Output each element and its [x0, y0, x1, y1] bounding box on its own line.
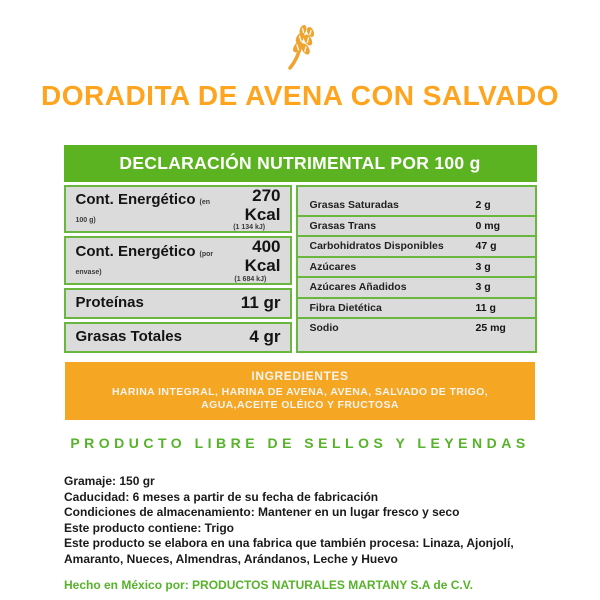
ingredients-box [65, 362, 535, 420]
claim-text: PRODUCTO LIBRE DE SELLOS Y LEYENDAS [70, 435, 530, 451]
nutrient-label: Sodio [309, 322, 339, 335]
nutrient-sublabel: (en 100 g) [75, 199, 211, 225]
nutrient-row [298, 319, 535, 338]
energy-row [64, 185, 292, 233]
nutrient-value: 25 mg [475, 322, 506, 335]
nutrient-value: 11 g [475, 301, 496, 314]
energy-row [64, 236, 292, 284]
nutrient-row [298, 278, 535, 299]
nutrient-value: 3 g [475, 260, 491, 273]
nutrient-value: 4 gr [249, 327, 281, 347]
nutrient-row [298, 299, 535, 320]
nutrient-row [298, 258, 535, 279]
detail-line: Gramaje: 150 gr [64, 474, 155, 488]
nutrient-value: 400 Kcal [244, 237, 281, 276]
detail-line: Este producto contiene: Trigo [64, 520, 235, 535]
energy-row [64, 288, 292, 319]
wheat-icon [283, 24, 317, 70]
detail-line: Este producto se elabora en una fabrica que también procesa: Linaza, Ajonjolí, [64, 536, 514, 550]
nutrient-label: Grasas Saturadas [309, 199, 399, 212]
ingredients-list: HARINA INTEGRAL, HARINA DE AVENA, AVENA, SALVADO DE TRIGO, AGUA,ACEITE OLÉICO Y FRUCTOSA [111, 386, 489, 411]
nutrition-body [64, 185, 537, 353]
nutrient-value: 3 g [475, 281, 491, 294]
nutrient-label: Grasas Totales [75, 328, 182, 346]
nutrient-subvalue: (1 134 kJ) [233, 224, 266, 232]
ingredients-title: INGREDIENTES [251, 369, 349, 383]
detail-line: Condiciones de almacenamiento: Mantener en un lugar fresco y seco [64, 505, 460, 519]
energy-row [64, 322, 292, 353]
nutrition-table [64, 145, 537, 353]
nutrition-header: DECLARACIÓN NUTRIMENTAL POR 100 g [64, 145, 537, 182]
nutrient-value: 47 g [475, 240, 497, 253]
nutrient-row [298, 217, 535, 238]
nutrient-label: Fibra Dietética [309, 301, 382, 314]
nutrient-value: 2 g [475, 199, 491, 212]
nutrient-label: Carbohidratos Disponibles [309, 240, 444, 253]
nutrient-value: 11 gr [240, 292, 281, 312]
nutrient-label: Azúcares [309, 260, 357, 273]
detail-line: Amaranto, Nueces, Almendras, Arándanos, Leche y Huevo [64, 551, 398, 566]
nutrient-row [298, 237, 535, 258]
brand-icon-row [0, 0, 600, 70]
nutrient-subvalue: (1 684 kJ) [234, 275, 267, 283]
detail-line: Caducidad: 6 meses a partir de su fecha de fabricación [64, 489, 379, 504]
nutrient-label: Azúcares Añadidos [309, 281, 407, 294]
nutrient-detail-column [296, 185, 537, 353]
nutrient-label: Proteínas [75, 294, 144, 312]
nutrient-label: Cont. Energético [75, 242, 196, 260]
product-details [64, 474, 554, 567]
page-title: DORADITA DE AVENA CON SALVADO [41, 80, 559, 111]
made-in-text: Hecho en México por: PRODUCTOS NATURALES MARTANY S.A de C.V. [64, 578, 473, 592]
nutrient-sublabel: (por envase) [75, 250, 214, 276]
nutrient-label: Cont. Energético [75, 191, 196, 209]
energy-column [64, 185, 292, 353]
nutrient-label: Grasas Trans [309, 219, 377, 232]
nutrient-row [298, 196, 535, 217]
nutrient-value: 0 mg [475, 219, 501, 232]
nutrient-value: 270 Kcal [244, 186, 281, 224]
